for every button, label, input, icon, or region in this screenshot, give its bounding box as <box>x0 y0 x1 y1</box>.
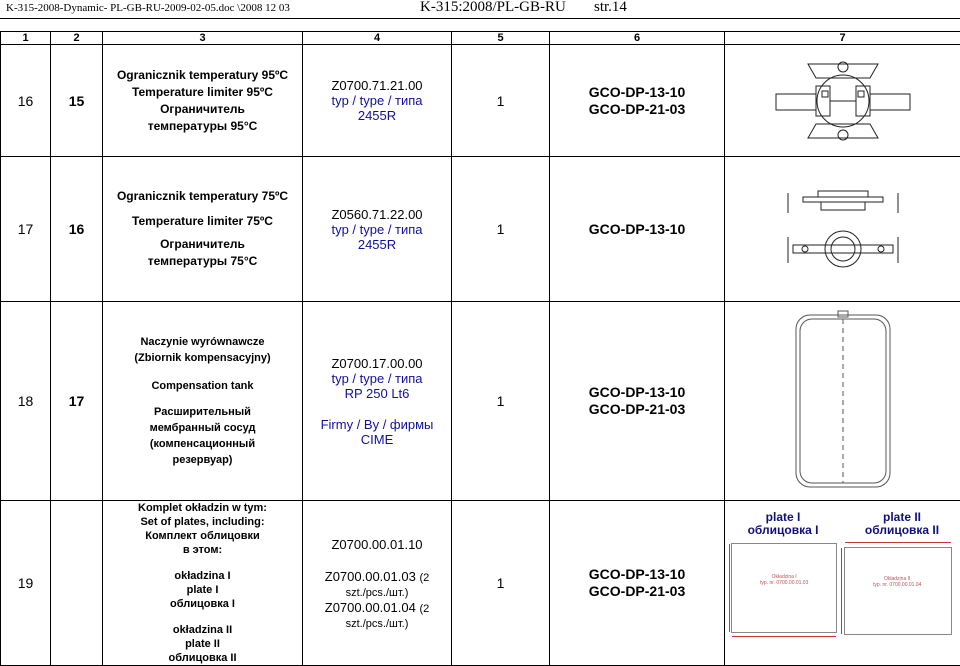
column-number: 3 <box>103 32 303 45</box>
position-number: 16 <box>1 45 51 157</box>
plate-2-drawing <box>844 547 952 635</box>
description-line: Комплект облицовки <box>105 529 300 543</box>
drawing-ref: GCO-DP-21-03 <box>552 583 722 600</box>
header-page: str.14 <box>594 0 627 16</box>
type-label: typ / type / типа <box>305 371 449 386</box>
position-number: 18 <box>1 302 51 501</box>
item-code-cell <box>303 45 452 157</box>
description-line: okładzina II <box>105 623 300 637</box>
type-label: typ / type / типа <box>305 222 449 237</box>
thermostat-drawing <box>783 179 903 279</box>
item-code-cell <box>303 501 452 666</box>
description-line: plate II <box>105 637 300 651</box>
plate-2-title-ru: облицовка II <box>852 524 952 537</box>
item-description <box>103 157 303 302</box>
type-value: 2455R <box>305 108 449 123</box>
description-line: Temperature limiter 75ºC <box>105 213 300 230</box>
description-line: мембранный сосуд <box>105 420 300 436</box>
table-row <box>1 302 960 501</box>
description-line: облицовка II <box>105 651 300 665</box>
description-line: Расширительный <box>105 404 300 420</box>
plate-1-title-ru: облицовка I <box>733 524 833 537</box>
table-row <box>1 157 960 302</box>
sub-item-code: Z0700.00.01.04 <box>325 600 416 615</box>
column-number: 5 <box>452 32 550 45</box>
firm-value: CIME <box>305 432 449 447</box>
description-line: Ogranicznik temperatury 75ºC <box>105 188 300 205</box>
header-doc-code: K-315:2008/PL-GB-RU <box>420 0 566 16</box>
sub-item-2 <box>305 599 449 618</box>
description-line: plate I <box>105 583 300 597</box>
drawing-refs <box>550 302 725 501</box>
item-code: Z0560.71.22.00 <box>305 207 449 222</box>
sub-item-code: Z0700.00.01.03 <box>325 569 416 584</box>
description-line: резервуар) <box>105 452 300 468</box>
drawing-ref: GCO-DP-21-03 <box>552 401 722 418</box>
type-value: 2455R <box>305 237 449 252</box>
plate-1-note: Okładzina I <box>760 574 808 580</box>
position-number: 19 <box>1 501 51 666</box>
plate-1-title: plate I <box>733 511 833 524</box>
sub-item-unit: szt./pcs./шт.) <box>305 587 449 599</box>
tank-drawing <box>725 302 960 501</box>
type-value: RP 250 Lt6 <box>305 386 449 401</box>
drawing-refs <box>550 157 725 302</box>
description-line: Ограничитель <box>105 236 300 253</box>
item-code-cell <box>303 157 452 302</box>
description-line: температуры 75°C <box>105 253 300 270</box>
item-code: Z0700.00.01.10 <box>305 536 449 554</box>
plate-2-note: Okładzina II <box>873 576 921 582</box>
type-label: typ / type / типа <box>305 93 449 108</box>
description-line: Komplet okładzin w tym: <box>105 501 300 515</box>
column-number: 1 <box>1 32 51 45</box>
description-line: Ogranicznik temperatury 95ºC <box>105 67 300 84</box>
drawing-ref: GCO-DP-13-10 <box>552 221 722 238</box>
description-line: температуры 95°C <box>105 118 300 135</box>
item-number: 17 <box>51 302 103 501</box>
item-description <box>103 302 303 501</box>
position-number: 17 <box>1 157 51 302</box>
quantity: 1 <box>452 45 550 157</box>
description-line: Set of plates, including: <box>105 515 300 529</box>
plate-1-drawing <box>731 543 837 633</box>
page-header <box>0 0 960 19</box>
drawing-refs <box>550 501 725 666</box>
item-code-cell <box>303 302 452 501</box>
item-number: 16 <box>51 157 103 302</box>
plate-2-note-code: typ. nr. 0700.00.01.04 <box>873 582 921 588</box>
description-line: облицовка I <box>105 597 300 611</box>
item-description <box>103 45 303 157</box>
sub-item-qty: (2 <box>419 572 429 584</box>
drawing-ref: GCO-DP-13-10 <box>552 566 722 583</box>
limiter-75-drawing <box>725 157 960 302</box>
drawing-ref: GCO-DP-13-10 <box>552 84 722 101</box>
firm-label: Firmy / By / фирмы <box>305 417 449 432</box>
sub-item-unit: szt./pcs./шт.) <box>305 618 449 630</box>
quantity: 1 <box>452 302 550 501</box>
plate-1-note-code: typ. nr. 0700.00.01.03 <box>760 580 808 586</box>
quantity: 1 <box>452 501 550 666</box>
drawing-ref: GCO-DP-13-10 <box>552 384 722 401</box>
description-line: Naczynie wyrównawcze <box>105 334 300 350</box>
description-line: Temperature limiter 95ºC <box>105 84 300 101</box>
drawing-ref: GCO-DP-21-03 <box>552 101 722 118</box>
description-line: Compensation tank <box>105 378 300 394</box>
column-number-row <box>1 32 960 45</box>
description-line: в этом: <box>105 543 300 557</box>
plate-2-title: plate II <box>852 511 952 524</box>
item-description <box>103 501 303 666</box>
table-row <box>1 45 960 157</box>
thermostat-drawing <box>758 56 928 146</box>
header-filename: K-315-2008-Dynamic- PL-GB-RU-2009-02-05.doc \2008 12 03 <box>6 2 290 14</box>
description-line: (Zbiornik kompensacyjny) <box>105 350 300 366</box>
quantity: 1 <box>452 157 550 302</box>
item-code: Z0700.17.00.00 <box>305 356 449 371</box>
description-line: Ограничитель <box>105 101 300 118</box>
column-number: 2 <box>51 32 103 45</box>
column-number: 6 <box>550 32 725 45</box>
plate-2-label <box>852 511 952 537</box>
column-number: 7 <box>725 32 960 45</box>
plate-1-label <box>733 511 833 537</box>
column-number: 4 <box>303 32 452 45</box>
item-number: 15 <box>51 45 103 157</box>
limiter-95-drawing <box>725 45 960 157</box>
table-row <box>1 501 960 666</box>
item-code: Z0700.71.21.00 <box>305 78 449 93</box>
item-number <box>51 501 103 666</box>
drawing-refs <box>550 45 725 157</box>
sub-item-1 <box>305 568 449 587</box>
parts-table <box>0 31 960 666</box>
description-line: okładzina I <box>105 569 300 583</box>
description-line: (компенсационный <box>105 436 300 452</box>
tank-outline-drawing <box>788 309 898 494</box>
plates-drawing <box>725 501 960 666</box>
sub-item-qty: (2 <box>419 603 429 615</box>
